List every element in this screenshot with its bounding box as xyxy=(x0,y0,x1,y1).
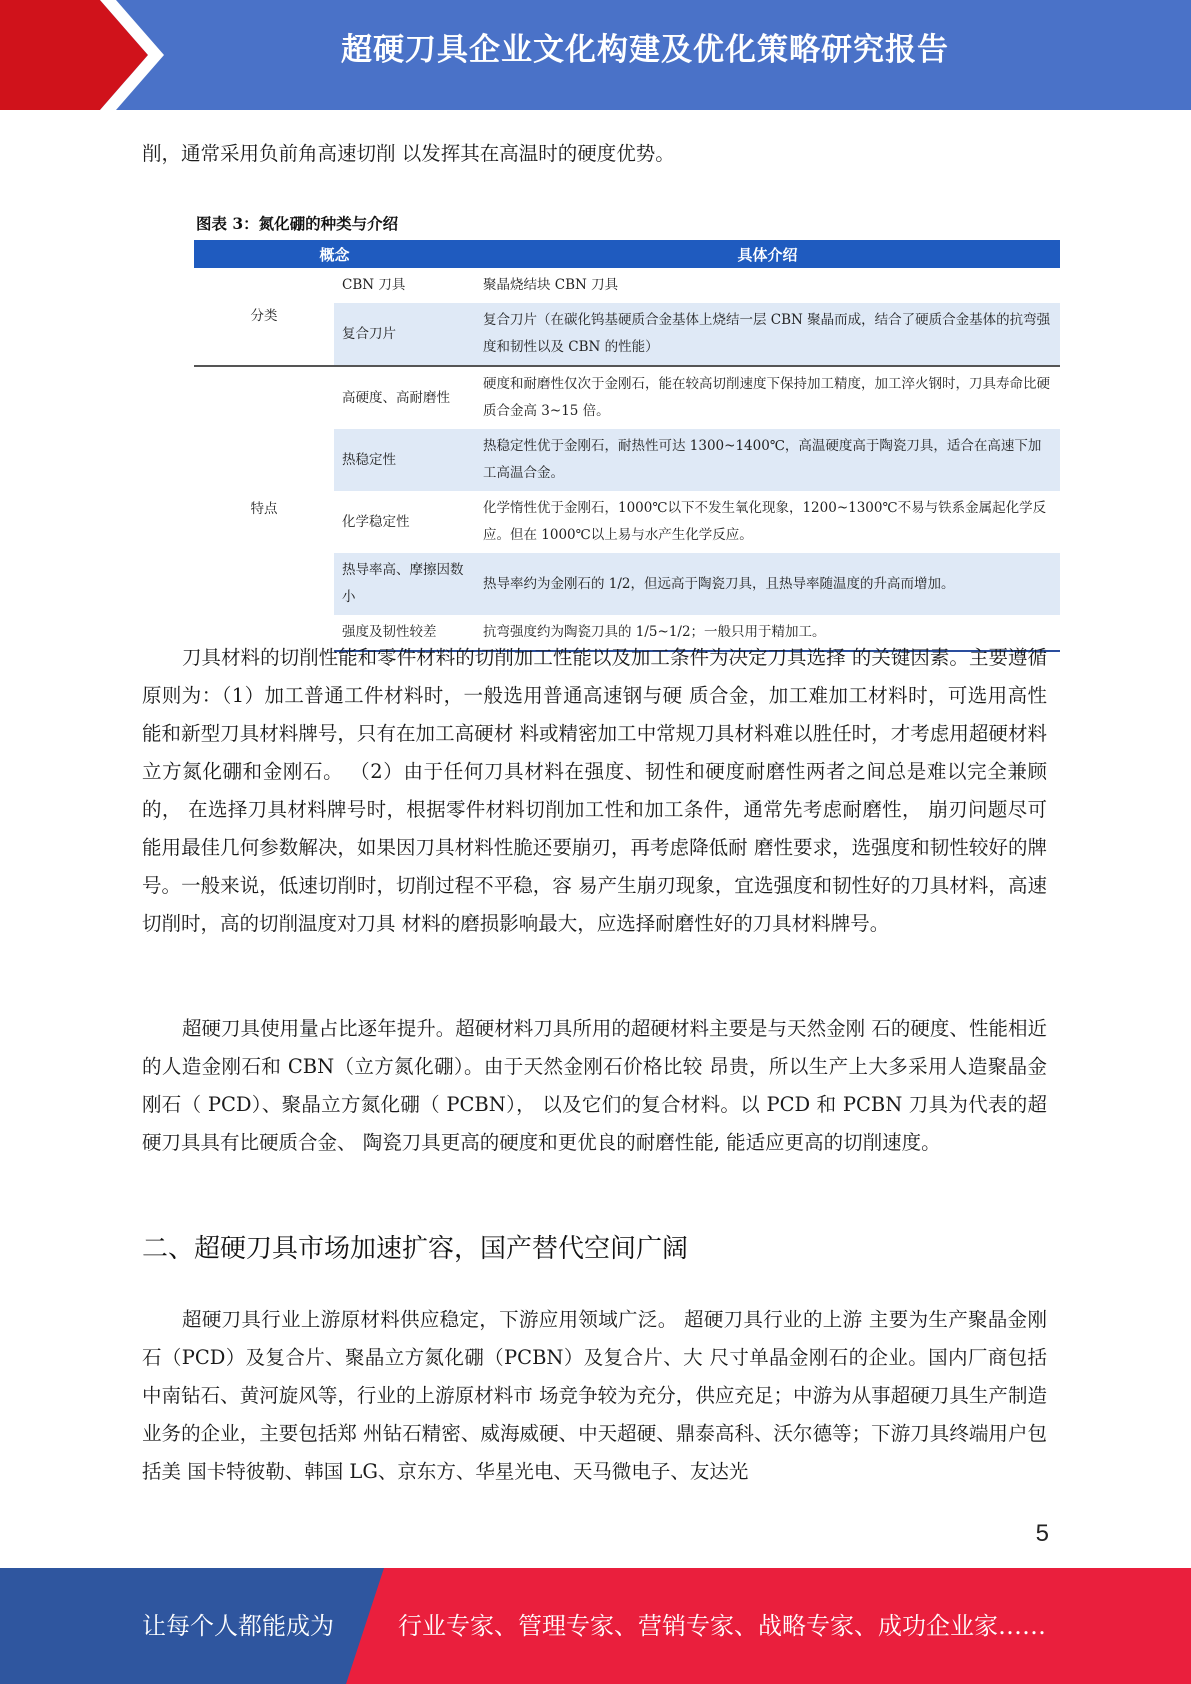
page-footer xyxy=(0,1568,1191,1684)
page-header xyxy=(0,0,1191,110)
footer-slogan-left: 让每个人都能成为 xyxy=(142,1612,334,1640)
table-header-desc: 具体介绍 xyxy=(475,240,1060,268)
concept-cell: CBN 刀具 xyxy=(342,277,406,293)
concept-cell: 化学稳定性 xyxy=(342,513,410,530)
concept-cell: 高硬度、高耐磨性 xyxy=(334,366,475,429)
category-cell: 特点 xyxy=(194,366,334,651)
paragraph-2: 超硬刀具使用量占比逐年提升。超硬材料刀具所用的超硬材料主要是与天然金刚 石的硬度、性能相近的人造金刚石和 CBN（立方氮化硼）。由于天然金刚石价格比较 昂贵，所以生产上大多采用人造聚晶金刚石（ PCD）、聚晶立方氮化硼（ PCBN）， 以及它们的复合材料。以 PCD 和 PCBN 刀具为代表的超硬刀具具有比硬质合金、 陶瓷刀具更高的硬度和更优良的耐磨性能, 能适应更高的切削速度。 xyxy=(142,1017,1047,1154)
footer-slogan-right: 行业专家、管理专家、营销专家、战略专家、成功企业家…… xyxy=(398,1612,1046,1640)
header-title: 超硬刀具企业文化构建及优化策略研究报告 xyxy=(341,32,949,68)
desc-cell: 硬度和耐磨性仅次于金刚石，能在较高切削速度下保持加工精度，加工淬火钢时，刀具寿命比硬质合金高 3~15 倍。 xyxy=(475,366,1060,429)
concept-cell: 强度及韧性较差 xyxy=(334,615,475,651)
boron-nitride-table xyxy=(194,240,1060,652)
concept-cell: 复合刀片 xyxy=(334,303,475,366)
category-cell: 分类 xyxy=(194,268,334,366)
table-row xyxy=(194,366,1060,429)
figure-title: 图表 3：氮化硼的种类与介绍 xyxy=(196,214,399,233)
page-number: 5 xyxy=(1035,1520,1049,1547)
intro-text: 削，通常采用负前角高速切削 以发挥其在高温时的硬度优势。 xyxy=(142,142,675,165)
desc-cell: 化学惰性优于金刚石，1000℃以下不发生氧化现象，1200~1300℃不易与铁系金属起化学反应。但在 1000℃以上易与水产生化学反应。 xyxy=(483,500,1047,543)
table-header-concept: 概念 xyxy=(194,240,475,268)
concept-cell: 热导率高、摩擦因数小 xyxy=(334,553,475,615)
paragraph-1: 刀具材料的切削性能和零件材料的切削加工性能以及加工条件为决定刀具选择 的关键因素。主要遵循原则为：（1）加工普通工件材料时，一般选用普通高速钢与硬 质合金，加工难加工材料时，可选用高性能和新型刀具材料牌号，只有在加工高硬材 料或精密加工中常规刀具材料难以胜任时，才考虑用超硬材料立方氮化硼和金刚石。 （2）由于任何刀具材料在强度、韧性和硬度耐磨性两者之间总是难以完全兼顾的， 在选择刀具材料牌号时，根据零件材料切削加工性和加工条件，通常先考虑耐磨性， 崩刃问题尽可能用最佳几何参数解决，如果因刀具材料性脆还要崩刃，再考虑降低耐 磨性要求，选强度和韧性较好的牌号。一般来说，低速切削时，切削过程不平稳，容 易产生崩刃现象，宜选强度和韧性好的刀具材料，高速切削时，高的切削温度对刀具 材料的磨损影响最大，应选择耐磨性好的刀具材料牌号。 xyxy=(142,646,1047,935)
desc-cell: 热导率约为金刚石的 1/2，但远高于陶瓷刀具，且热导率随温度的升高而增加。 xyxy=(475,553,1060,615)
desc-cell: 热稳定性优于金刚石，耐热性可达 1300~1400℃，高温硬度高于陶瓷刀具，适合在高速下加工高温合金。 xyxy=(475,429,1060,491)
table-row xyxy=(194,268,1060,303)
paragraph-3: 超硬刀具行业上游原材料供应稳定，下游应用领域广泛。 超硬刀具行业的上游 主要为生产聚晶金刚石（PCD）及复合片、聚晶立方氮化硼（PCBN）及复合片、大 尺寸单晶金刚石的企业。国内厂商包括中南钻石、黄河旋风等，行业的上游原材料市 场竞争较为充分，供应充足；中游为从事超硬刀具生产制造业务的企业，主要包括郑 州钻石精密、威海威硬、中天超硬、鼎泰高科、沃尔德等；下游刀具终端用户包括美 国卡特彼勒、韩国 LG、京东方、华星光电、天马微电子、友达光 xyxy=(142,1308,1047,1483)
desc-cell: 复合刀片（在碳化钨基硬质合金基体上烧结一层 CBN 聚晶而成，结合了硬质合金基体的抗弯强度和韧性以及 CBN 的性能） xyxy=(475,303,1060,366)
concept-cell: 热稳定性 xyxy=(334,429,475,491)
desc-cell: 抗弯强度约为陶瓷刀具的 1/5~1/2；一般只用于精加工。 xyxy=(475,615,1060,651)
section-heading: 二、超硬刀具市场加速扩容，国产替代空间广阔 xyxy=(142,1234,689,1264)
figure-3 xyxy=(184,200,1075,640)
desc-cell: 聚晶烧结块 CBN 刀具 xyxy=(483,277,619,293)
header-arrow-decoration xyxy=(0,0,180,110)
